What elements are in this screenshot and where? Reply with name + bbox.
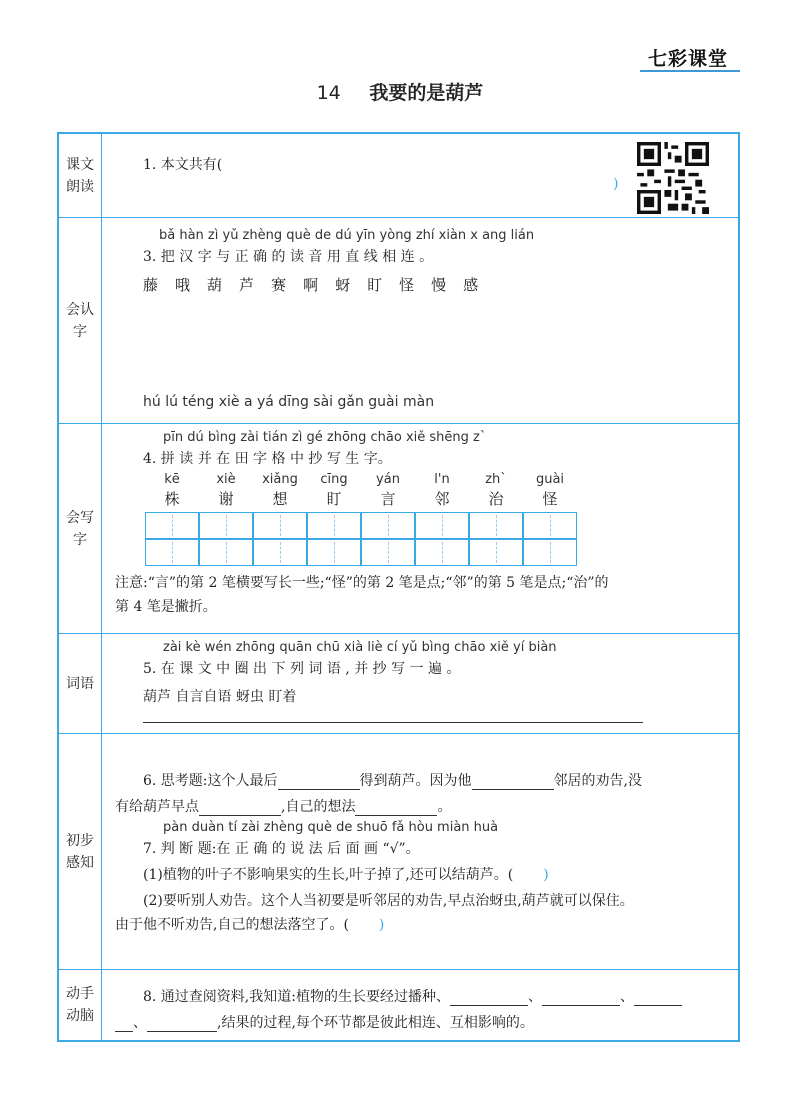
pinyin-answers: hú lú téng xiè a yá dīng sài gǎn guài màn: [143, 394, 435, 410]
recognize-char: 蚜: [335, 276, 351, 294]
q3-pinyin: bǎ hàn zì yǔ zhèng què de dú yīn yòng zhí xiàn x ang lián: [159, 228, 535, 243]
blank[interactable]: [542, 991, 620, 1006]
recognize-char: 感: [463, 276, 479, 294]
tianzige-cell[interactable]: [523, 512, 577, 539]
worksheet-table: [57, 132, 740, 1042]
statement-2-line-2: 由于他不听劝告,自己的想法落空了。( ): [115, 917, 385, 933]
word-list: 葫芦 自言自语 蚜虫 盯着: [143, 689, 297, 705]
char-pinyin: kē: [164, 472, 180, 487]
section-label: 课文朗读: [59, 134, 102, 217]
brand-underline: [640, 70, 740, 72]
question-8-line-1: 8. 通过查阅资料,我知道:植物的生长要经过播种、 、 、: [143, 986, 682, 1006]
tianzige-cell[interactable]: [145, 512, 199, 539]
section-label: 动手动脑: [59, 970, 102, 1040]
section-words: [59, 634, 738, 734]
question-6-line-1: 6. 思考题:这个人最后 得到葫芦。因为他 邻居的劝告,没: [143, 773, 642, 789]
tianzige-cell[interactable]: [523, 539, 577, 566]
blank[interactable]: [278, 775, 360, 790]
tianzige-cell[interactable]: [361, 512, 415, 539]
answer-line[interactable]: [143, 722, 643, 723]
lesson-number: 14: [316, 82, 341, 104]
section-label: 词语: [59, 634, 102, 733]
question-6-line-2: 有给葫芦早点 ,自己的想法 。: [115, 799, 452, 815]
page-title: [0, 78, 800, 105]
blank[interactable]: [147, 1017, 217, 1032]
recognize-char: 藤: [143, 276, 159, 294]
char-pinyin: xiè: [216, 472, 236, 487]
tianzige-cell[interactable]: [469, 539, 523, 566]
section-perceive: [59, 734, 738, 970]
tianzige-cell[interactable]: [253, 539, 307, 566]
statement-2-line-1: (2)要听别人劝告。这个人当初要是听邻居的劝告,早点治蚜虫,葫芦就可以保住。: [143, 893, 634, 909]
char-model: 想: [272, 490, 288, 508]
recognize-char: 盯: [367, 276, 383, 294]
brand-logo: 七彩课堂: [648, 48, 729, 70]
recognize-char: 芦: [239, 276, 255, 294]
blank[interactable]: [355, 801, 437, 816]
recognize-char: 赛: [271, 276, 287, 294]
char-model: 言: [380, 490, 396, 508]
char-pinyin: xiǎng: [262, 472, 298, 487]
blank[interactable]: [472, 775, 554, 790]
section-hands: [59, 970, 738, 1040]
blank[interactable]: [634, 991, 682, 1006]
recognize-char: 啊: [303, 276, 319, 294]
section-label: 会认字: [59, 218, 102, 423]
tianzige-cell[interactable]: [145, 539, 199, 566]
section-reading: [59, 134, 738, 218]
char-pinyin: cīng: [320, 472, 348, 487]
question-1: 1. 本文共有(: [143, 157, 223, 173]
blank[interactable]: [115, 1017, 133, 1032]
question-4: 4. 拼 读 并 在 田 字 格 中 抄 写 生 字。: [143, 451, 392, 467]
char-model: 盯: [326, 490, 342, 508]
q5-pinyin: zài kè wén zhōng quān chū xià liè cí yǔ bìng chāo xiě yí biàn: [163, 640, 557, 655]
recognize-char: 葫: [207, 276, 223, 294]
char-pinyin: zh`: [485, 472, 507, 487]
char-list: [143, 274, 495, 295]
char-model: 谢: [218, 490, 234, 508]
blank[interactable]: [199, 801, 281, 816]
char-model: 怪: [542, 490, 558, 508]
tianzige-cell[interactable]: [307, 512, 361, 539]
tianzige-cell[interactable]: [199, 539, 253, 566]
char-model: 邻: [434, 490, 450, 508]
statement-1: (1)植物的叶子不影响果实的生长,叶子掉了,还可以结葫芦。( ): [143, 867, 549, 883]
char-pinyin: l'n: [434, 472, 450, 487]
recognize-char: 慢: [431, 276, 447, 294]
recognize-char: 怪: [399, 276, 415, 294]
tianzige-cell[interactable]: [199, 512, 253, 539]
tianzige-cell[interactable]: [415, 539, 469, 566]
section-label: 初步感知: [59, 734, 102, 969]
section-label: 会写字: [59, 424, 102, 633]
tianzige-cell[interactable]: [469, 512, 523, 539]
lesson-title: 我要的是葫芦: [369, 82, 484, 104]
tianzige-cell[interactable]: [361, 539, 415, 566]
qr-code-icon[interactable]: [637, 142, 709, 214]
blank[interactable]: [450, 991, 528, 1006]
question-8-line-2: 、 ,结果的过程,每个环节都是彼此相连、互相影响的。: [115, 1012, 534, 1032]
section-recognize: [59, 218, 738, 424]
char-model: 株: [164, 490, 180, 508]
paren-close: ): [613, 176, 619, 192]
q4-pinyin: pīn dú bìng zài tián zì gé zhōng chāo xiě shēng z`: [163, 430, 487, 445]
q7-pinyin: pàn duàn tí zài zhèng què de shuō fǎ hòu miàn huà: [163, 820, 499, 835]
question-3: 3. 把 汉 字 与 正 确 的 读 音 用 直 线 相 连 。: [143, 249, 434, 265]
question-5: 5. 在 课 文 中 圈 出 下 列 词 语 , 并 抄 写 一 遍 。: [143, 661, 461, 677]
char-model: 治: [488, 490, 504, 508]
char-pinyin: yán: [376, 472, 400, 487]
note-line-2: 第 4 笔是撇折。: [115, 599, 217, 615]
char-pinyin: guài: [535, 472, 565, 487]
tianzige-cell[interactable]: [415, 512, 469, 539]
section-write: [59, 424, 738, 634]
recognize-char: 哦: [175, 276, 191, 294]
tianzige-cell[interactable]: [307, 539, 361, 566]
tianzige-cell[interactable]: [253, 512, 307, 539]
question-7: 7. 判 断 题:在 正 确 的 说 法 后 面 画 “√”。: [143, 841, 420, 857]
note-line-1: 注意:“言”的第 2 笔横要写长一些;“怪”的第 2 笔是点;“邻”的第 5 笔是点;“治”的: [115, 575, 609, 591]
